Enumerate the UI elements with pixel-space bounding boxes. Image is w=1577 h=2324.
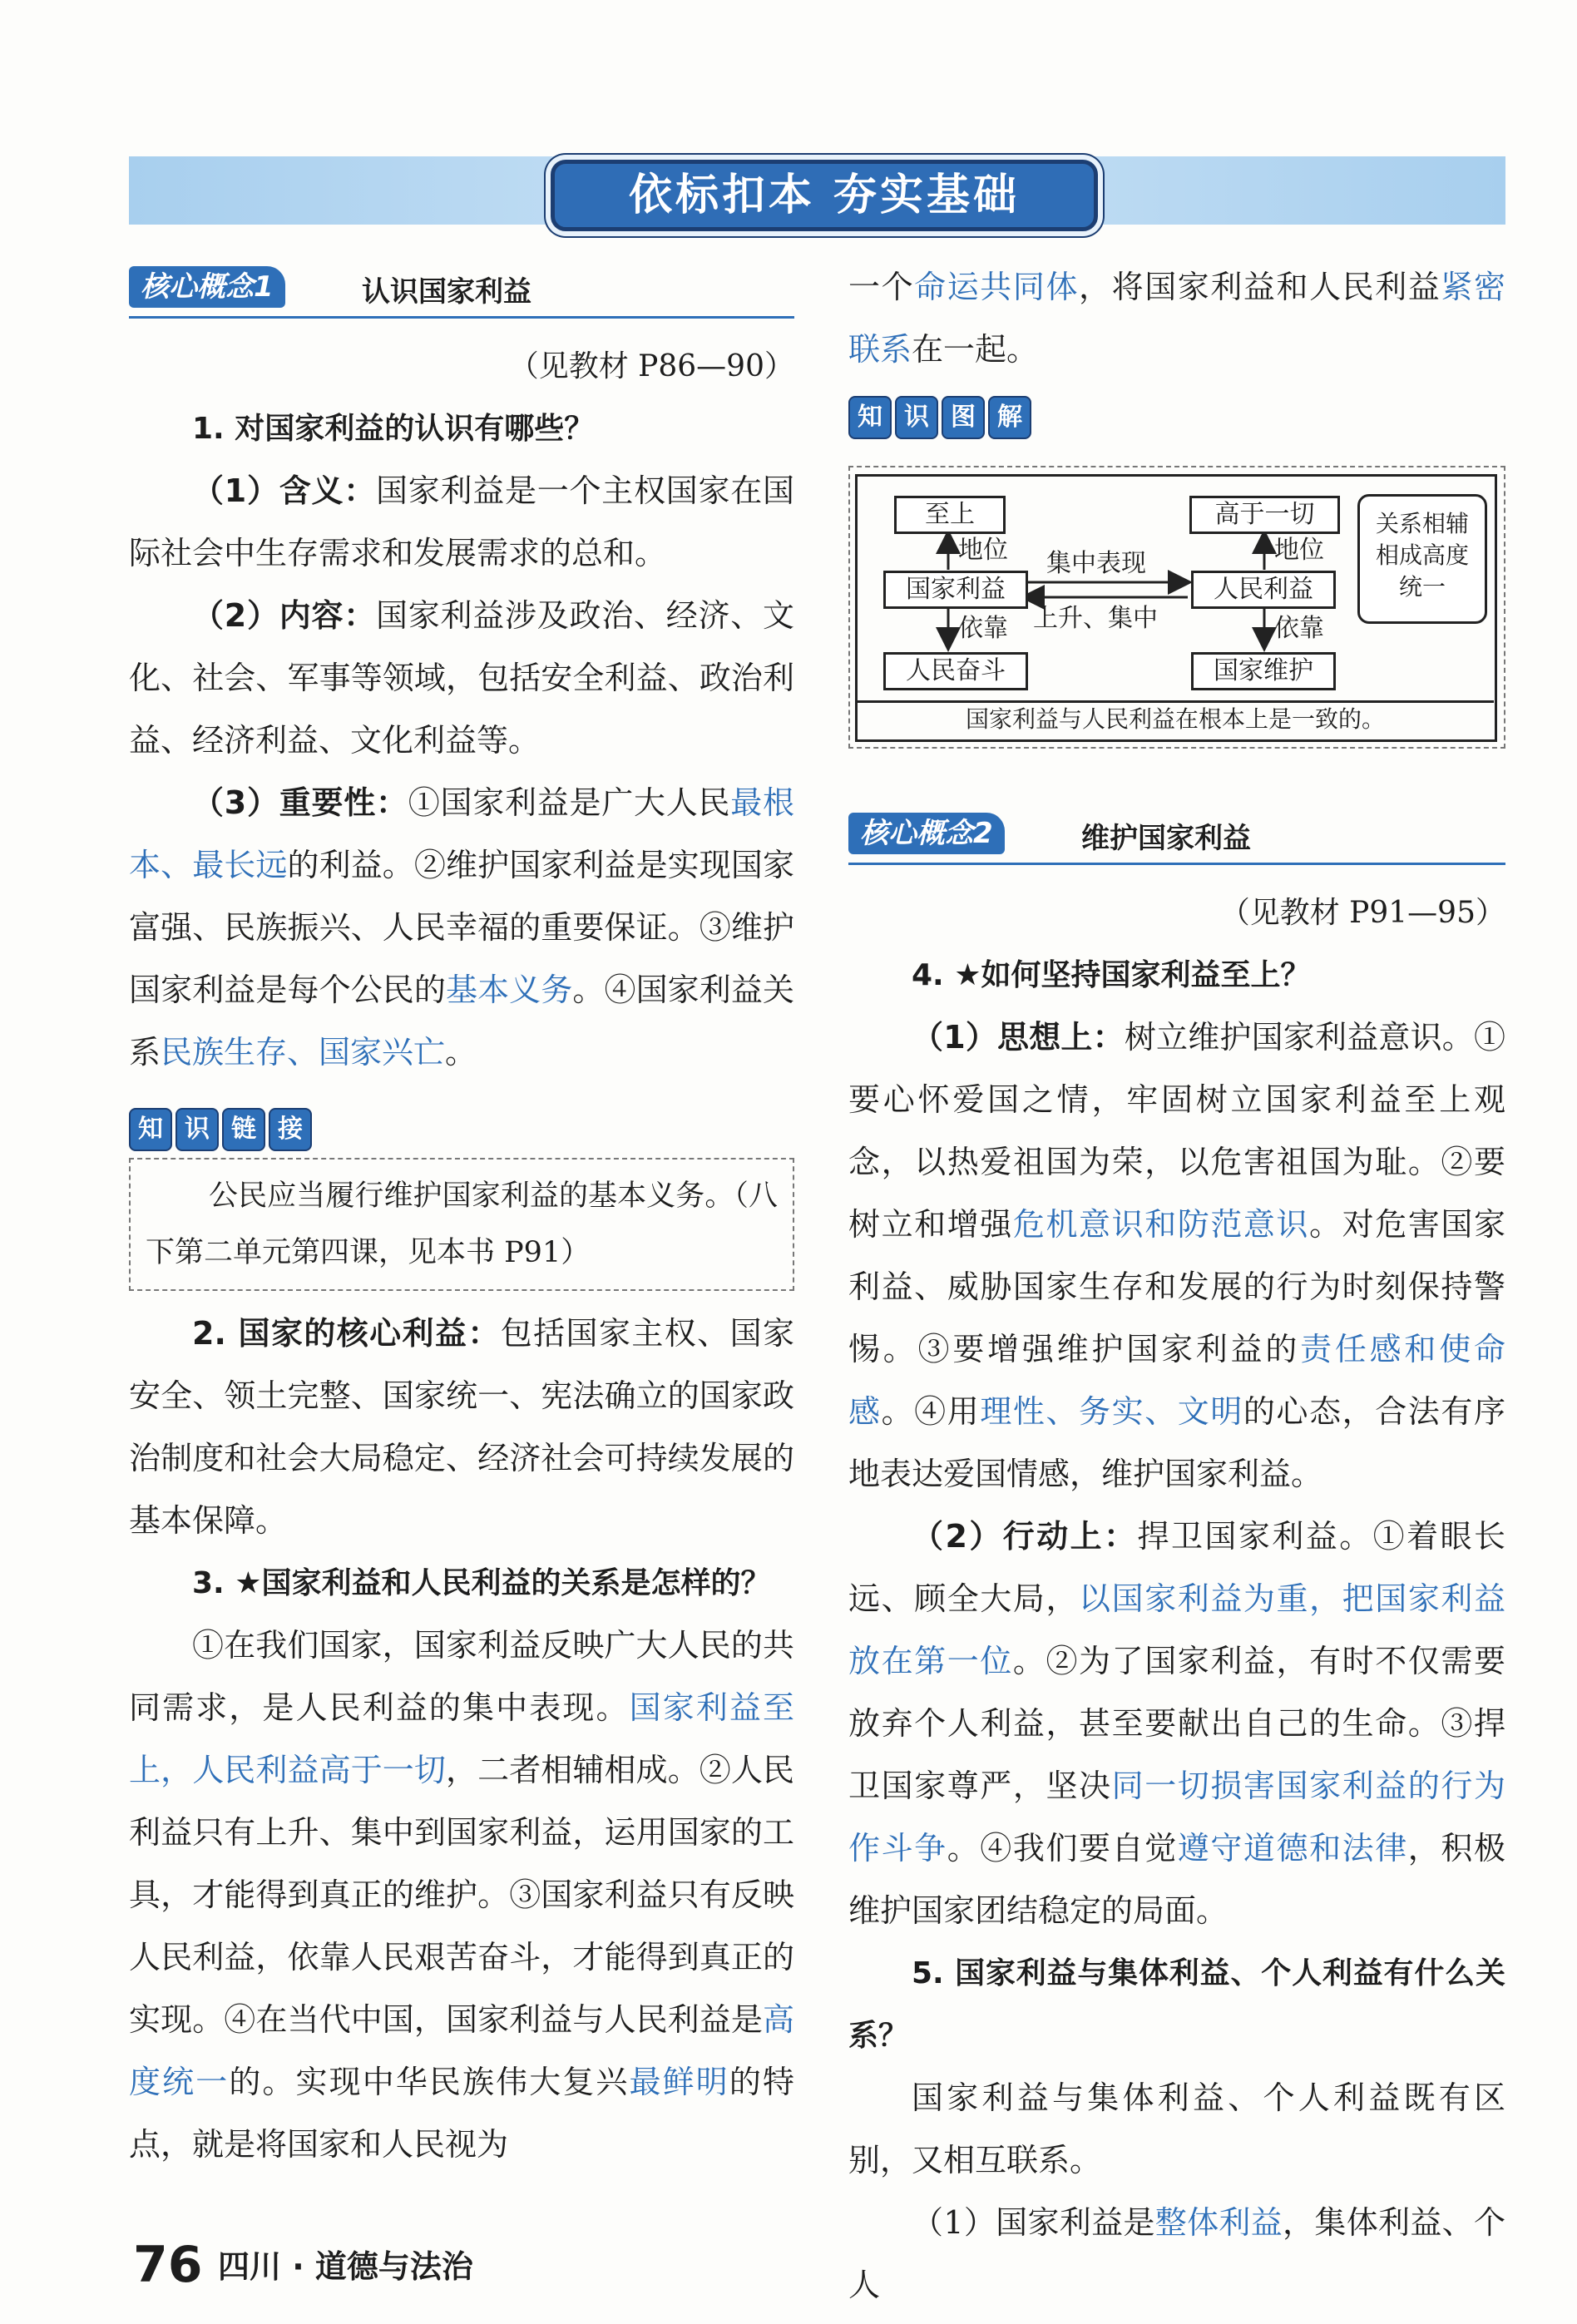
diagram-tag: [848, 396, 1031, 439]
q5-p2-a: （1）国家利益是: [912, 2204, 1155, 2241]
q3-key1: 国家利益至上，人民利益高于一切: [129, 1689, 794, 1788]
q1-imp-key1: 最根本、最长远: [129, 784, 794, 883]
q4-p2-key2: 同一切损害国家利益的行为作斗争: [848, 1768, 1505, 1867]
concept-2-ref: （见教材 P91—95）: [1219, 896, 1505, 930]
knowledge-diagram: [848, 466, 1505, 749]
diagram-caption: 国家利益与人民利益在根本上是一致的。: [857, 700, 1494, 736]
label-status-right: 地位: [1274, 536, 1324, 565]
diagram-tag-char: 图: [942, 396, 985, 439]
q3-key3: 最鲜明: [629, 2064, 729, 2100]
q1-imp-g: 。: [445, 1034, 477, 1071]
concept-1-header: [129, 265, 794, 319]
banner-title: 依标扣本 夯实基础: [551, 160, 1098, 231]
q4-thought-label: （1）思想上：: [912, 1019, 1125, 1056]
knowledge-link-box: [129, 1158, 794, 1291]
q4-p2-key1: 以国家利益为重，把国家利益放在第一位: [848, 1580, 1505, 1679]
concept-1-tag: 核心概念1: [129, 266, 285, 308]
label-status-left: 地位: [958, 536, 1008, 565]
q5-p2-key: 整体利益: [1154, 2204, 1283, 2241]
q1-meaning: [129, 460, 794, 585]
rt-e: 在一起。: [912, 331, 1039, 368]
q5-p2-c: ，集体利益、个人: [848, 2204, 1505, 2303]
q4-action-label: （2）行动上：: [912, 1518, 1138, 1555]
q1-importance-label: （3）重要性：: [192, 784, 408, 821]
page-number: 76: [133, 2236, 203, 2294]
rt-key1: 命运共同体: [914, 269, 1080, 305]
diagram-tag-char: 知: [848, 396, 892, 439]
q1-meaning-text: 国家利益是一个主权国家在国际社会中生存需求和发展需求的总和。: [129, 472, 794, 571]
knowledge-link-text: 公民应当履行维护国家利益的基本义务。（八下第二单元第四课，见本书 P91）: [146, 1179, 778, 1269]
q4-p1-a: 树立维护国家利益意识。①要心怀爱国之情，牢固树立国家利益至上观念，以热爱祖国为荣，以危害祖国为耻。②要树立和增强: [848, 1019, 1505, 1243]
q5-title: 5. 国家利益与集体利益、个人利益有什么关系？: [848, 1956, 1505, 2053]
q3-answer: [129, 1614, 794, 2176]
q2-text: 包括国家主权、国家安全、领土完整、国家统一、宪法确立的国家政治制度和社会大局稳定、经济社会可持续发展的基本保障。: [129, 1315, 794, 1539]
diagram-tag-char: 解: [988, 396, 1031, 439]
link-tag-char: 知: [129, 1108, 172, 1151]
link-tag-char: 接: [269, 1108, 312, 1151]
q1-title: 1. 对国家利益的认识有哪些？: [192, 412, 595, 446]
right-column-top: [848, 256, 1505, 446]
q1-content: [129, 585, 794, 772]
concept-2-header: [848, 811, 1505, 865]
q1-meaning-label: （1）含义：: [192, 472, 376, 509]
concept-2-title: 维护国家利益: [1081, 822, 1251, 855]
box-state-protection: 国家维护: [1191, 652, 1336, 690]
concept-1-ref: （见教材 P86—90）: [508, 349, 794, 383]
box-paramount: 至上: [894, 496, 1006, 534]
q4-p2-a: 捍卫国家利益。①着眼长远、顾全大局，: [848, 1518, 1505, 1617]
q3-e: 的。实现中华民族伟大复兴: [229, 2064, 630, 2100]
q4-p2-e: 。④我们要自觉: [947, 1830, 1178, 1867]
q4-action: [848, 1506, 1505, 1942]
link-tag-char: 链: [222, 1108, 265, 1151]
q4-p2-g: ，积极维护国家团结稳定的局面。: [848, 1830, 1505, 1929]
q4-thought: [848, 1006, 1505, 1506]
q3-key2: 高度统一: [129, 2001, 794, 2100]
q3-title: 3. ★国家利益和人民利益的关系是怎样的？: [192, 1566, 771, 1600]
q1-imp-key2: 基本义务: [445, 972, 573, 1008]
q4-p1-key2: 责任感和使命感: [848, 1331, 1505, 1430]
q1-imp-c: 的利益。②维护国家利益是实现国家富强、民族振兴、人民幸福的重要保证。③维护国家利益是每个公民的: [129, 847, 794, 1008]
q1-content-label: （2）内容：: [192, 597, 376, 634]
q4-p1-key3: 理性、务实、文明: [980, 1393, 1243, 1430]
q3-continuation: [848, 256, 1505, 381]
link-tag-char: 识: [175, 1108, 219, 1151]
box-people-interest: 人民利益: [1191, 571, 1336, 609]
label-rise-concentrate: 上升、集中: [1033, 604, 1158, 633]
right-column-main: [848, 811, 1505, 2317]
knowledge-link-tag: [129, 1108, 312, 1151]
label-rely-left: 依靠: [958, 614, 1008, 643]
relation-scroll: [1357, 494, 1487, 624]
box-people-struggle: 人民奋斗: [883, 652, 1028, 690]
relation-scroll-text: 关系相辅相成高度统一: [1375, 510, 1469, 601]
concept-1-title: 认识国家利益: [362, 275, 531, 309]
rt-key2: 紧密联系: [848, 269, 1505, 368]
q1-content-text: 国家利益涉及政治、经济、文化、社会、军事等领域，包括安全利益、政治利益、经济利益、文化利益等。: [129, 597, 794, 759]
footer-subject: 四川 · 道德与法治: [218, 2248, 473, 2285]
q4-p1-key1: 危机意识和防范意识: [1012, 1206, 1310, 1243]
q3-a: ①在我们国家，国家利益反映广大人民的共同需求，是人民利益的集中表现。: [129, 1627, 794, 1726]
q4-p1-e: 。④用: [881, 1393, 981, 1430]
q2: [129, 1303, 794, 1552]
q4-title: 4. ★如何坚持国家利益至上？: [912, 958, 1311, 992]
q1-importance: [129, 772, 794, 1084]
q4-p2-c: 。②为了国家利益，有时不仅需要放弃个人利益，甚至要献出自己的生命。③捍卫国家尊严，坚决: [848, 1643, 1505, 1804]
concept-2-tag: 核心概念2: [848, 813, 1005, 854]
label-rely-right: 依靠: [1274, 614, 1324, 643]
q4-p1-c: 。对危害国家利益、威胁国家生存和发展的行为时刻保持警惕。③要增强维护国家利益的: [848, 1206, 1505, 1367]
q4-p1-g: 的心态，合法有序地表达爱国情感，维护国家利益。: [848, 1393, 1505, 1492]
diagram-tag-char: 识: [895, 396, 938, 439]
box-national-interest: 国家利益: [883, 571, 1028, 609]
left-column: [129, 265, 794, 2176]
q3-c: ，二者相辅相成。②人民利益只有上升、集中到国家利益，运用国家的工具，才能得到真正的维护。③国家利益只有反映人民利益，依靠人民艰苦奋斗，才能得到真正的实现。④在当代中国，国家利益与人民利益是: [129, 1752, 794, 2038]
rt-c: ，将国家利益和人民利益: [1079, 269, 1441, 305]
q1-imp-key3: 民族生存、国家兴亡: [161, 1034, 446, 1071]
knowledge-link: [129, 1095, 794, 1291]
q2-label: 2. 国家的核心利益：: [192, 1315, 501, 1352]
label-concentrated: 集中表现: [1046, 549, 1146, 578]
q3-g: 的特点，就是将国家和人民视为: [129, 2064, 794, 2163]
q1-imp-a: ①国家利益是广大人民: [408, 784, 731, 821]
box-above-all: 高于一切: [1189, 496, 1340, 534]
q5-p1: 国家利益与集体利益、个人利益既有区别，又相互联系。: [848, 2079, 1505, 2178]
rt-a: 一个: [848, 269, 915, 305]
q5-p2: [848, 2192, 1505, 2317]
q4-p2-key3: 遵守道德和法律: [1177, 1830, 1408, 1867]
q1-imp-e: 。④国家利益关系: [129, 972, 794, 1071]
